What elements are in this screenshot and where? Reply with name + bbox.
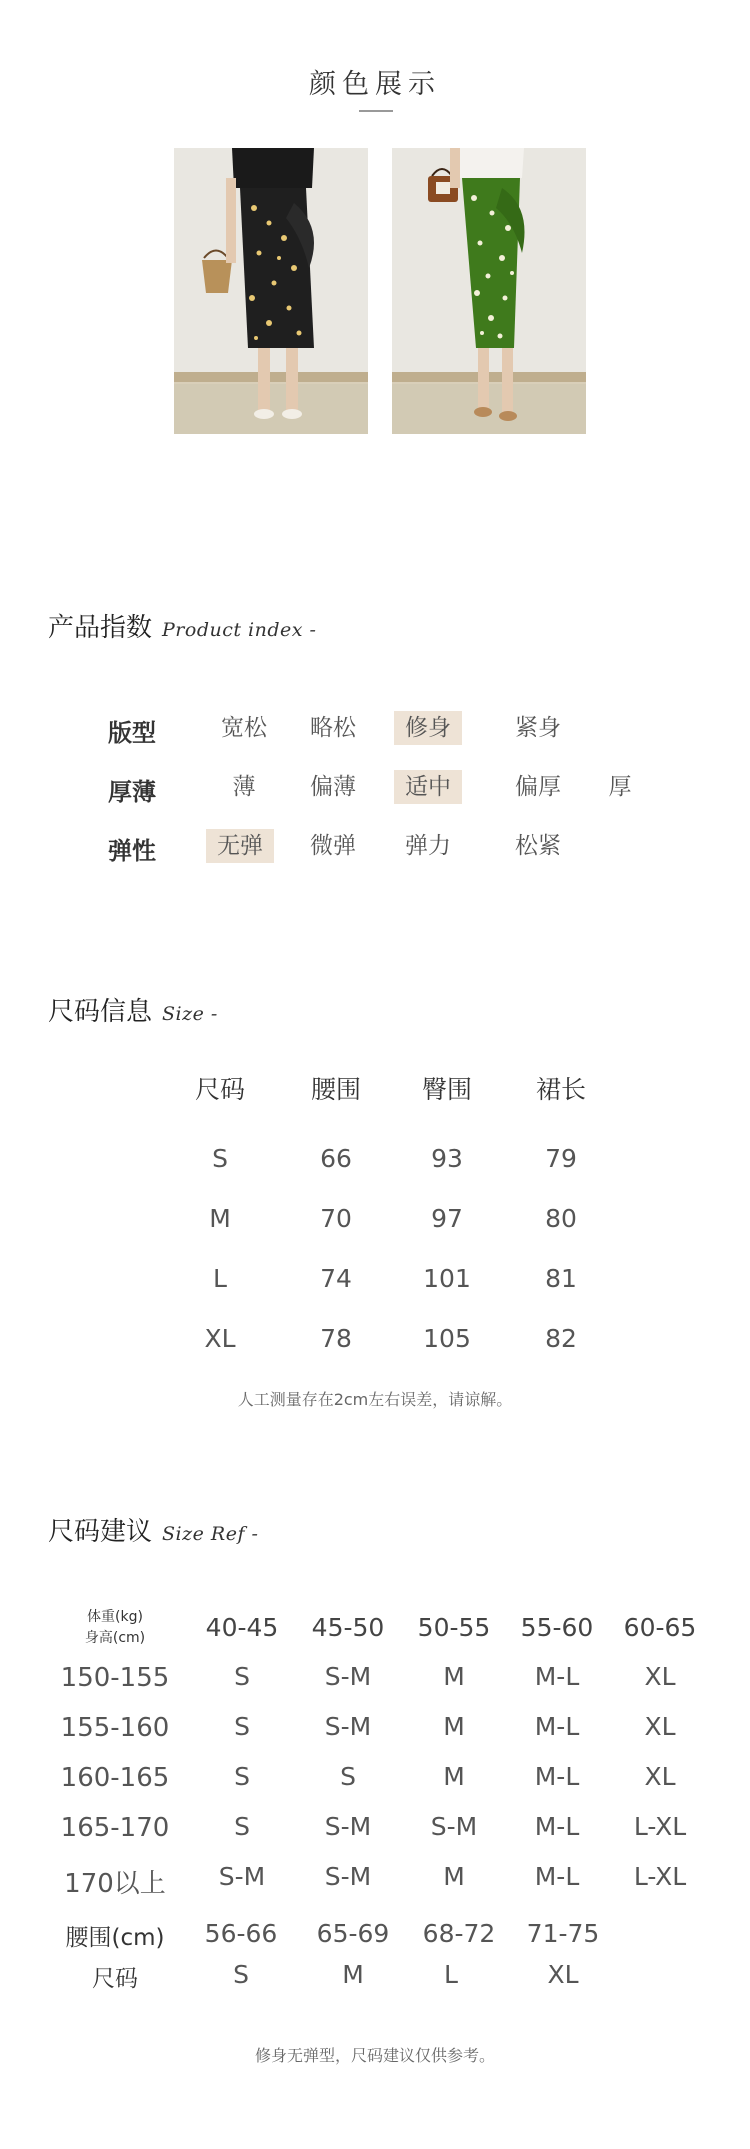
ref-cell: M — [443, 1662, 465, 1691]
size-col-header: 裙长 — [535, 1075, 586, 1104]
weight-header: 55-60 — [520, 1613, 594, 1642]
photo-green-illustration — [392, 148, 586, 434]
ref-cell: S-M — [430, 1812, 478, 1841]
ref-cell: S-M — [324, 1812, 372, 1841]
ref-cell: S — [234, 1762, 250, 1791]
ref-cell: S-M — [324, 1712, 372, 1741]
ref-cell: M — [443, 1862, 465, 1891]
ref-cell: M-L — [534, 1712, 580, 1741]
size-cell: L — [213, 1264, 227, 1293]
size-info-note: 人工测量存在2cm左右误差，请谅解。 — [237, 1390, 513, 1409]
index-option: 偏薄 — [310, 774, 356, 800]
waist-range: 71-75 — [526, 1919, 600, 1948]
size-cell: 79 — [545, 1144, 577, 1173]
index-option: 微弹 — [310, 833, 356, 859]
size-ref-heading — [48, 1511, 258, 1548]
size-cell: 80 — [545, 1204, 577, 1233]
size-cell: XL — [204, 1324, 236, 1353]
size-info-heading-cn: 尺码信息 — [48, 997, 153, 1027]
ref-cell: XL — [644, 1662, 676, 1691]
index-option: 弹力 — [405, 833, 451, 859]
title-divider — [359, 110, 393, 112]
corner-height-label: 身高(cm) — [84, 1630, 146, 1646]
product-photo-black[interactable] — [174, 148, 368, 434]
ref-cell: M-L — [534, 1762, 580, 1791]
index-label-fit: 版型 — [108, 719, 156, 747]
waist-size: M — [342, 1960, 364, 1989]
ref-cell: M — [443, 1712, 465, 1741]
waist-size: XL — [547, 1960, 579, 1989]
ref-cell: S-M — [324, 1862, 372, 1891]
product-index-heading — [48, 607, 316, 644]
size-cell: 81 — [545, 1264, 577, 1293]
height-row-label: 160-165 — [60, 1763, 170, 1793]
size-cell: 70 — [320, 1204, 352, 1233]
size-cell: S — [212, 1144, 228, 1173]
weight-header: 50-55 — [417, 1613, 491, 1642]
ref-cell: S-M — [324, 1662, 372, 1691]
waist-row-label: 腰围(cm) — [65, 1925, 165, 1951]
index-option: 宽松 — [221, 715, 267, 741]
ref-cell: S — [234, 1812, 250, 1841]
index-option: 厚 — [608, 774, 632, 800]
waist-range: 65-69 — [316, 1919, 390, 1948]
ref-cell: M-L — [534, 1662, 580, 1691]
size-cell: 93 — [431, 1144, 463, 1173]
size-info-heading-en: Size - — [162, 1003, 218, 1025]
height-row-label: 150-155 — [60, 1663, 170, 1693]
size-cell: 97 — [431, 1204, 463, 1233]
ref-cell: S-M — [218, 1862, 266, 1891]
index-option: 略松 — [310, 715, 356, 741]
index-option: 松紧 — [515, 833, 561, 859]
size-cell: 101 — [423, 1264, 471, 1293]
index-option-selected: 无弹 — [206, 829, 274, 863]
product-index-heading-en: Product index - — [162, 619, 317, 641]
waist-size: L — [444, 1960, 458, 1989]
size-cell: 66 — [320, 1144, 352, 1173]
size-cell: 74 — [320, 1264, 352, 1293]
photo-black-illustration — [174, 148, 368, 434]
ref-cell: M — [443, 1762, 465, 1791]
index-option: 紧身 — [515, 715, 561, 741]
ref-cell: S — [234, 1712, 250, 1741]
size-ref-corner — [60, 1607, 170, 1649]
product-index-heading-cn: 产品指数 — [48, 613, 153, 643]
index-option-selected: 适中 — [394, 770, 462, 804]
ref-cell: M-L — [534, 1812, 580, 1841]
index-label-thickness: 厚薄 — [108, 778, 156, 806]
index-option: 偏厚 — [515, 774, 561, 800]
weight-header: 40-45 — [205, 1613, 279, 1642]
ref-cell: S — [340, 1762, 356, 1791]
index-option: 薄 — [232, 774, 256, 800]
size-cell: 82 — [545, 1324, 577, 1353]
size-col-header: 臀围 — [421, 1075, 472, 1104]
size-info-heading — [48, 991, 218, 1028]
ref-cell: L-XL — [633, 1862, 687, 1891]
ref-cell: XL — [644, 1712, 676, 1741]
waist-range: 56-66 — [204, 1919, 278, 1948]
size-ref-heading-cn: 尺码建议 — [48, 1517, 153, 1547]
waist-size: S — [233, 1960, 249, 1989]
showcase-title: 颜色展示 — [309, 69, 441, 100]
waist-range: 68-72 — [422, 1919, 496, 1948]
ref-cell: XL — [644, 1762, 676, 1791]
product-photo-green[interactable] — [392, 148, 586, 434]
height-row-label: 155-160 — [60, 1713, 170, 1743]
weight-header: 60-65 — [623, 1613, 697, 1642]
size-ref-heading-en: Size Ref - — [162, 1523, 259, 1545]
size-col-header: 尺码 — [194, 1075, 245, 1104]
ref-cell: S — [234, 1662, 250, 1691]
corner-weight-label: 体重(kg) — [87, 1609, 143, 1625]
height-row-label: 170以上 — [64, 1869, 166, 1899]
ref-cell: M-L — [534, 1862, 580, 1891]
waist-size-label: 尺码 — [92, 1966, 138, 1992]
size-cell: 105 — [423, 1324, 471, 1353]
size-col-header: 腰围 — [310, 1075, 361, 1104]
ref-cell: L-XL — [633, 1812, 687, 1841]
size-cell: 78 — [320, 1324, 352, 1353]
size-cell: M — [209, 1204, 231, 1233]
height-row-label: 165-170 — [60, 1813, 170, 1843]
index-label-stretch: 弹性 — [108, 837, 156, 865]
index-option-selected: 修身 — [394, 711, 462, 745]
weight-header: 45-50 — [311, 1613, 385, 1642]
size-ref-note: 修身无弹型，尺码建议仅供参考。 — [254, 2046, 495, 2065]
